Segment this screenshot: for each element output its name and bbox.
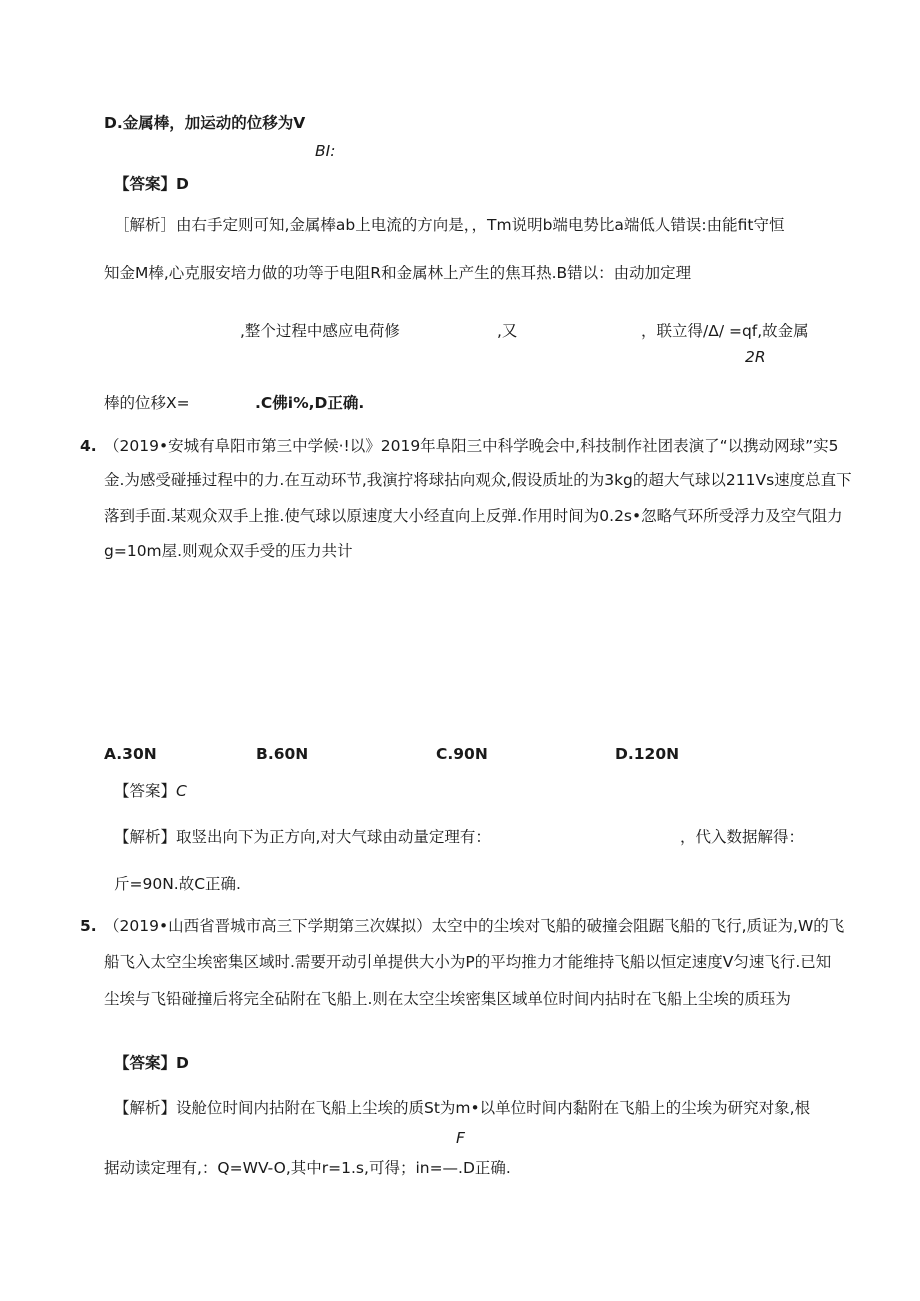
q4-analysis-line-1b: ，代入数据解得： xyxy=(680,828,805,846)
analysis-line-2: 知金M棒,心克服安培力做的功等于电阻R和金属林上产生的焦耳热.B错以：由动加定理 xyxy=(104,264,692,282)
q4-analysis-line-2: 斤=90N.故C正确. xyxy=(114,875,241,893)
q5-line-2: 船飞入太空尘埃密集区域时.需要开动引单提供大小为P的平均推力才能维持飞船以恒定速度V匀速飞行.已知 xyxy=(104,953,832,971)
q4-answer-label: 【答案】 xyxy=(114,782,177,800)
q5-line-1: （2019•山西省晋城市高三下学期第三次媒拟）太空中的尘埃对飞船的破撞会阻踞飞船的飞行,质证为,W的飞 xyxy=(104,917,845,935)
analysis-line-3a: ,整个过程中感应电荷修 xyxy=(240,322,400,340)
analysis-line-3b: ,又 xyxy=(497,322,518,340)
q4-option-d: D.120N xyxy=(615,745,680,763)
option-d-text: D.金属棒，加运动的位移为V xyxy=(104,114,306,132)
analysis-line-4: 棒的位移X= xyxy=(104,394,190,412)
q4-analysis-line-1a: 【解析】取竖出向下为正方向,对大气球由动量定理有： xyxy=(114,828,491,846)
fraction-denominator: 2R xyxy=(745,348,766,366)
q4-option-c: C.90N xyxy=(436,745,488,763)
q4-line-4: g=10m屋.则观众双手受的压力共计 xyxy=(104,542,353,560)
q4-line-3: 落到手面.某观众双手上推.使气球以原速度大小经直向上反弹.作用时间为0.2s•忽略气环所受浮力及空气阻力 xyxy=(104,507,843,525)
answer-label: 【答案】D xyxy=(114,175,189,193)
question-number-4: 4. xyxy=(80,437,97,455)
question-number-5: 5. xyxy=(80,917,97,935)
q5-analysis-line-1: 【解析】设舱位时间内拈附在飞船上尘埃的质St为m•以单位时间内黏附在飞船上的尘埃为研究对象,根 xyxy=(114,1099,811,1117)
q4-option-a: A.30N xyxy=(104,745,157,763)
q5-analysis-line-2: 据动读定理有,：Q=WV-O,其中r=1.s,可得；in=—.D正确. xyxy=(104,1159,511,1177)
q5-fraction-label: F xyxy=(456,1129,465,1147)
analysis-line-4b: .C佛i%,D正确. xyxy=(255,394,365,412)
q4-option-b: B.60N xyxy=(256,745,309,763)
fraction-label: BI: xyxy=(315,142,336,160)
q4-line-1: （2019•安城有阜阳市第三中学候·!以》2019年阜阳三中科学晚会中,科技制作社团表演了“以携动网球”实5 xyxy=(104,437,839,455)
q4-answer xyxy=(114,781,187,801)
analysis-line-3c: ，联立得/Δ/ =qf,故金属 xyxy=(641,322,809,340)
q5-line-3: 尘埃与飞铅碰撞后将完全砧附在飞船上.则在太空尘埃密集区域单位时间内拈时在飞船上尘埃的质珏为 xyxy=(104,990,791,1008)
analysis-line-1: ［解析］由右手定则可知,金属棒ab上电流的方向是，，Tm说明b端电势比a端低人错误:由能fit守恒 xyxy=(114,216,785,234)
q4-answer-value: C xyxy=(176,782,187,800)
q4-line-2: 金.为感受碰捶过程中的力.在互动环节,我演拧将球拈向观众,假设质址的为3kg的超大气球以211Vs速度总直下 xyxy=(104,471,852,489)
q5-answer: 【答案】D xyxy=(114,1054,189,1072)
